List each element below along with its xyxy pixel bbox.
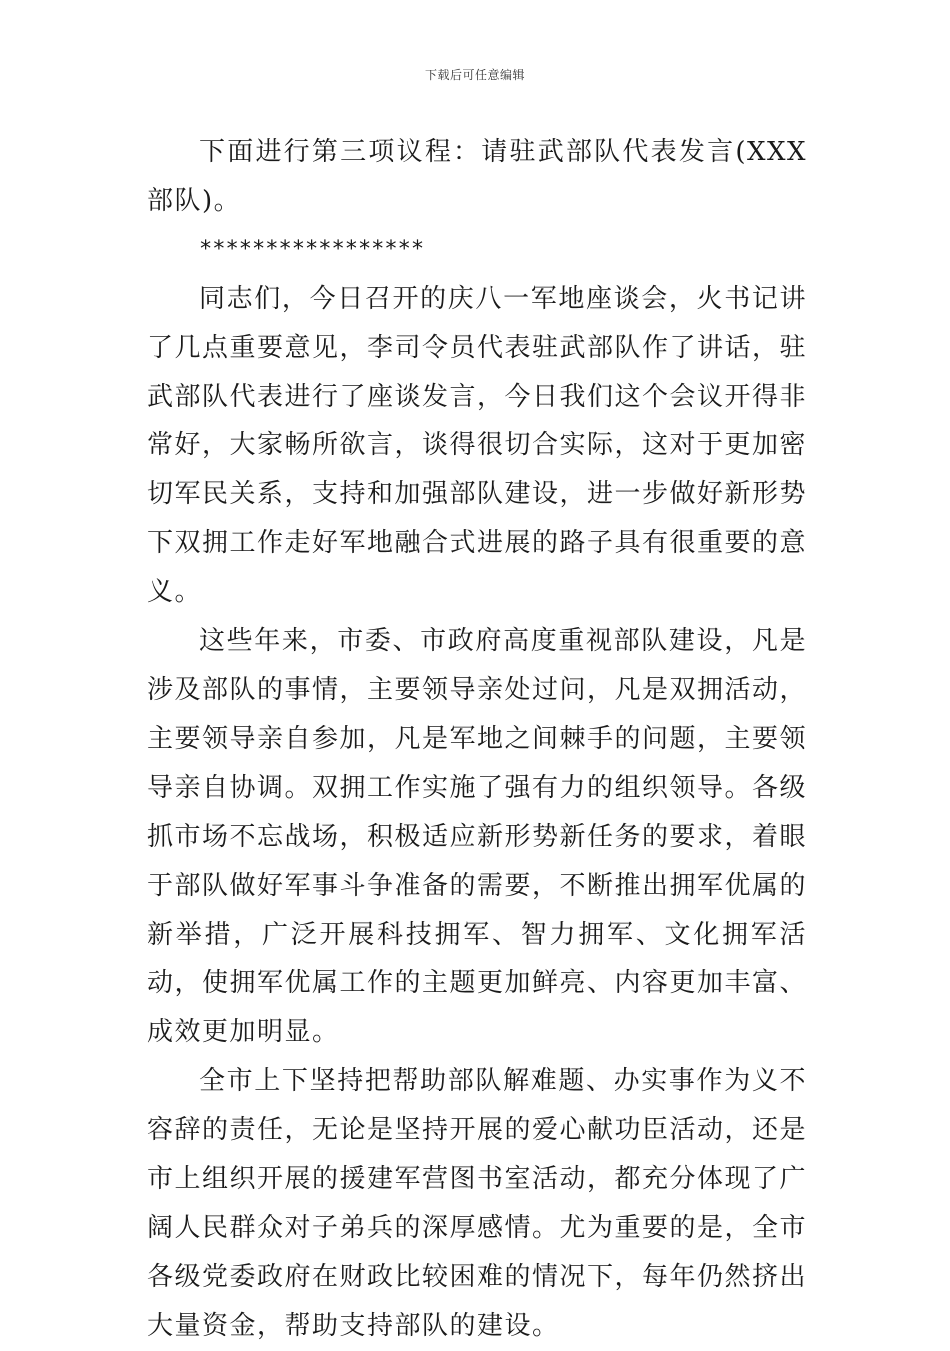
paragraph-leadership: 这些年来，市委、市政府高度重视部队建设，凡是涉及部队的事情，主要领导亲处过问，凡是双拥活动，主要领导亲自参加，凡是军地之间棘手的问题，主要领导亲自协调。双拥工作实施了强有力的组织领导。各级抓市场不忘战场，积极适应新形势新任务的要求，着眼于部队做好军事斗争准备的需要，不断推出拥军优属的新举措，广泛开展科技拥军、智力拥军、文化拥军活动，使拥军优属工作的主题更加鲜亮、内容更加丰富、成效更加明显。	[147, 626, 808, 1048]
paragraph-meeting-summary: 同志们，今日召开的庆八一军地座谈会，火书记讲了几点重要意见，李司令员代表驻武部队作了讲话，驻武部队代表进行了座谈发言，今日我们这个会议开得非常好，大家畅所欲言，谈得很切合实际，这对于更加密切军民关系，支持和加强部队建设，进一步做好新形势下双拥工作走好军地融合式进展的路子具有很重要的意义。	[147, 283, 808, 608]
paragraph-agenda: 下面进行第三项议程：请驻武部队代表发言(XXX部队)。	[147, 137, 807, 216]
separator-asterisks: *****************	[199, 236, 425, 262]
header-note: 下载后可任意编辑	[424, 68, 525, 82]
document-body	[147, 128, 807, 1351]
paragraph-support: 全市上下坚持把帮助部队解难题、办实事作为义不容辞的责任，无论是坚持开展的爱心献功臣活动，还是市上组织开展的援建军营图书室活动，都充分体现了广阔人民群众对子弟兵的深厚感情。尤为重要的是，全市各级党委政府在财政比较困难的情况下，每年仍然挤出大量资金，帮助支持部队的建设。	[147, 1066, 808, 1341]
